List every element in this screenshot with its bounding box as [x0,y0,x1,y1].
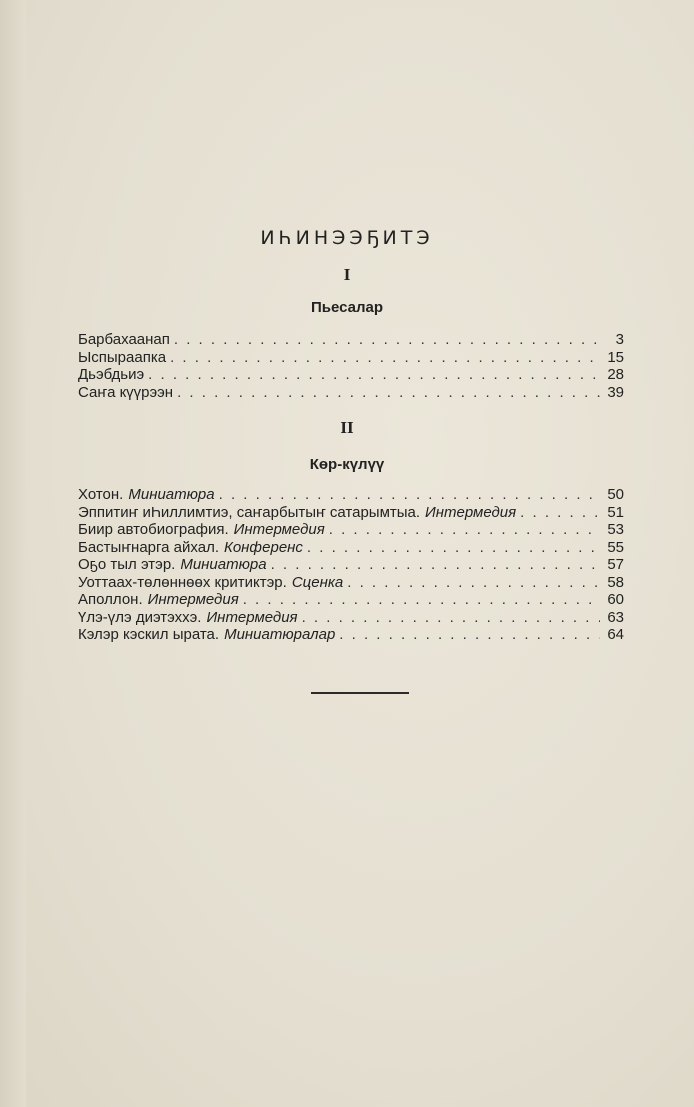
entry-title: Дьэбдьиэ [78,366,145,383]
leader-dots [307,539,600,557]
entry-page: 53 [607,521,624,538]
end-rule [311,692,409,694]
entry-page: 3 [615,331,624,348]
toc-entry [78,521,624,539]
toc-entry [78,574,624,592]
entry-title: Эппитиҥ иҺиллимтиэ, саҥарбытыҥ сатарымтыа. [78,503,421,521]
section-number: II [340,418,354,437]
entry-genre: Интермедия [206,608,298,626]
toc-entry [78,349,624,367]
entry-title: Аполлон. [78,591,143,608]
leader-dots [302,609,600,627]
toc-list-section-1 [78,331,624,401]
entry-title: Оҕо тыл этэр. [78,556,176,573]
toc-entry [78,366,624,384]
leader-dots [219,486,600,504]
entry-title: Биир автобиография. [78,521,229,538]
toc-entry [78,504,624,522]
leader-dots [174,331,600,349]
leader-dots [148,366,600,384]
toc-list-section-2 [78,486,624,644]
toc-entry [78,486,624,504]
entry-title: Кэлэр кэскил ырата. [78,626,220,643]
entry-genre: Интермедия [233,521,325,538]
toc-entry [78,556,624,574]
section-number: I [343,265,351,284]
leader-dots [271,556,600,574]
entry-page: 57 [607,556,624,573]
entry-title: Бастыҥнарга айхал. [78,538,219,556]
entry-page: 51 [607,503,624,521]
entry-title: Саҥа күүрээн [78,383,174,401]
toc-entry [78,539,624,557]
entry-page: 58 [607,573,624,591]
leader-dots [520,504,600,522]
leader-dots [329,521,600,539]
entry-page: 55 [607,538,624,556]
toc-entry [78,331,624,349]
entry-genre: Миниатюра [180,556,267,573]
section-title: Пьесалар [310,299,384,316]
entry-genre: Интермедия [425,503,517,521]
leader-dots [339,626,600,644]
leader-dots [347,574,600,592]
entry-page: 63 [607,608,624,626]
toc-entry [78,609,624,627]
entry-genre: Миниатюра [128,486,215,503]
leader-dots [243,591,600,609]
page-title: ИҺИНЭЭҔИТЭ [260,227,434,249]
entry-page: 15 [607,348,624,366]
entry-genre: Миниатюралар [224,626,336,643]
entry-page: 64 [607,626,624,643]
leader-dots [170,349,600,367]
entry-genre: Сценка [291,573,344,591]
leader-dots [177,384,600,402]
entry-genre: Интермедия [147,591,239,608]
entry-title: Ыспыраапка [78,348,167,366]
entry-title: Үлэ-үлэ диэтэххэ. [78,608,202,626]
entry-title: Барбахаанап [78,331,170,348]
entry-page: 60 [607,591,624,608]
entry-page: 50 [607,486,624,503]
entry-page: 39 [607,383,624,401]
entry-page: 28 [607,366,624,383]
entry-genre: Конференс [224,538,303,556]
toc-entry [78,591,624,609]
entry-title: Уоттаах-төлөннөөх критиктэр. [78,573,287,591]
toc-entry [78,626,624,644]
page-binding-edge [0,0,26,1107]
toc-entry [78,384,624,402]
section-title: Көр-күлүү [309,456,385,473]
entry-title: Хотон. [78,486,124,503]
